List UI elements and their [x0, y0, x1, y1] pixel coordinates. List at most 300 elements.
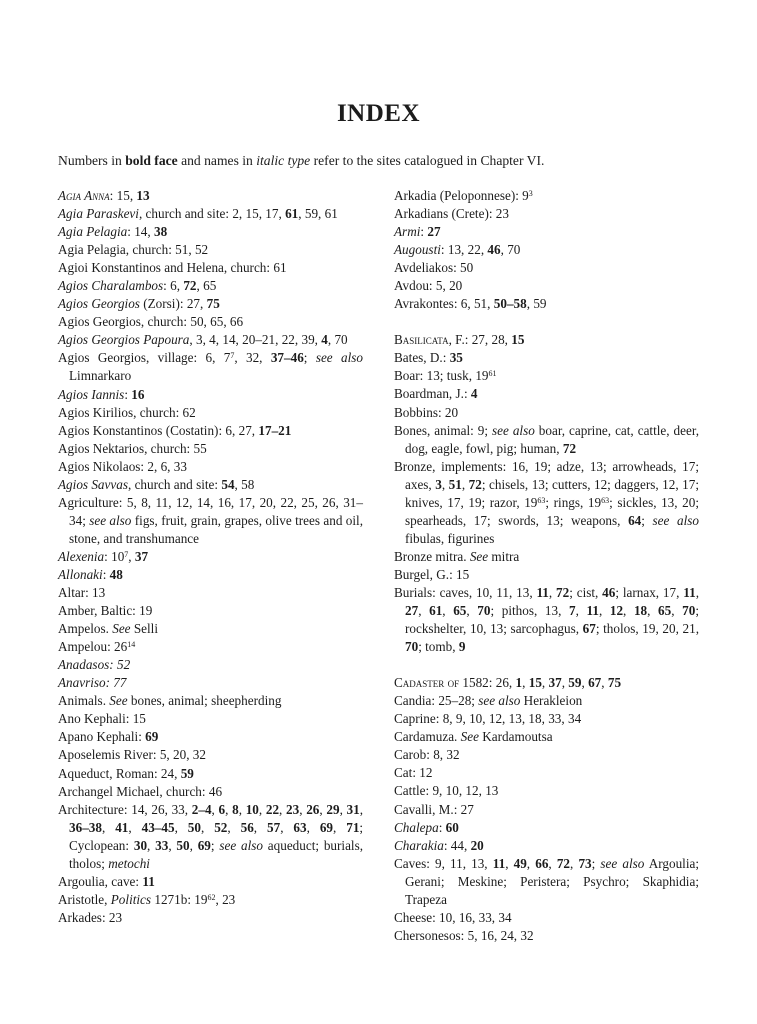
- index-entry: [58, 602, 363, 620]
- entry-text: ; Cyclopean:: [69, 819, 364, 853]
- entry-text: Basilicata: [394, 332, 449, 348]
- entry-text: Aristotle,: [58, 891, 111, 907]
- entry-text: : 6,: [163, 278, 184, 294]
- letter-section-gap: [394, 656, 699, 674]
- entry-text: Agioi Konstantinos and Helena, church: 61: [58, 260, 287, 276]
- entry-text: Agios Kirilios, church: 62: [58, 404, 196, 420]
- entry-text: 2–4: [191, 801, 212, 817]
- entry-text: Candia: 25–28;: [394, 693, 479, 709]
- entry-text: 11: [586, 603, 599, 619]
- entry-text: 60: [445, 819, 459, 835]
- entry-text: Carob: 8, 32: [394, 747, 460, 763]
- entry-text: , 32,: [234, 350, 271, 366]
- entry-text: 20: [470, 837, 484, 853]
- entry-text: : 26,: [488, 675, 516, 691]
- entry-text: mitra: [488, 548, 520, 564]
- entry-text: Selli: [130, 621, 159, 637]
- entry-text: 3: [435, 476, 442, 492]
- entry-text: , church and site: 2, 15, 17,: [138, 206, 286, 222]
- entry-text: ,: [174, 819, 188, 835]
- entry-text: Cattle: 9, 10, 12, 13: [394, 783, 499, 799]
- index-entry: [394, 782, 699, 800]
- index-column-left: [58, 187, 363, 927]
- index-entry: [58, 710, 363, 728]
- index-entry: [394, 855, 699, 909]
- entry-text: 33: [155, 837, 169, 853]
- footnote-superscript: 63: [601, 495, 610, 505]
- entry-text: ;: [210, 837, 220, 853]
- entry-text: 27: [405, 603, 419, 619]
- entry-text: 41: [115, 819, 129, 835]
- index-entry: [58, 205, 363, 223]
- entry-text: ; pithos, 13,: [490, 603, 569, 619]
- entry-text: 67: [588, 675, 602, 691]
- entry-text: 37–46: [270, 350, 304, 366]
- entry-text: :: [438, 819, 446, 835]
- entry-text: Chersonesos: 5, 16, 24, 32: [394, 927, 534, 943]
- index-entry: [58, 494, 363, 548]
- entry-text: ,: [225, 801, 233, 817]
- entry-text: Argoulia, cave:: [58, 873, 143, 889]
- index-entry: [58, 422, 363, 440]
- entry-text: 37: [548, 675, 562, 691]
- index-entry: [58, 476, 363, 494]
- entry-text: Cat: 12: [394, 765, 433, 781]
- index-entry: [58, 277, 363, 295]
- entry-text: Architecture: 14, 26, 33,: [58, 801, 192, 817]
- entry-text: ;: [303, 350, 316, 366]
- index-entry: [58, 765, 363, 783]
- entry-text: Burials: caves, 10, 11, 13,: [394, 584, 537, 600]
- index-entry: [394, 674, 699, 692]
- index-entry: [58, 223, 363, 241]
- entry-text: ,: [647, 603, 659, 619]
- entry-text: Arkadians (Crete): 23: [394, 206, 509, 222]
- entry-text: Cavalli, M.: 27: [394, 801, 474, 817]
- entry-text: ,: [671, 603, 683, 619]
- entry-text: 15: [528, 675, 542, 691]
- entry-text: Cheese: 10, 16, 33, 34: [394, 909, 512, 925]
- entry-text: aqueduct; burials, tholos;: [69, 837, 364, 871]
- index-entry: [394, 404, 699, 422]
- index-entry: [58, 331, 363, 349]
- index-entry: [394, 458, 699, 548]
- entry-text: Allonaki: [58, 566, 103, 582]
- entry-text: 15: [511, 332, 525, 348]
- entry-text: 46: [487, 242, 501, 258]
- entry-text: ; tomb,: [418, 639, 459, 655]
- entry-text: Aqueduct, Roman: 24,: [58, 765, 181, 781]
- index-entry: [58, 584, 363, 602]
- index-entry: [58, 259, 363, 277]
- entry-text: 64: [628, 512, 642, 528]
- index-entry: [58, 386, 363, 404]
- footnote-superscript: 3: [528, 189, 533, 198]
- entry-text: 54: [221, 476, 235, 492]
- entry-text: 67: [582, 621, 596, 637]
- entry-text: 63: [293, 819, 307, 835]
- entry-text: 61: [285, 206, 299, 222]
- entry-text: ,: [299, 801, 307, 817]
- entry-text: 1271b: 19: [151, 891, 208, 907]
- entry-text: , F.: 27, 28,: [448, 332, 512, 348]
- entry-text: ; cist,: [569, 584, 603, 600]
- entry-text: 11: [492, 855, 506, 871]
- entry-text: ,: [526, 855, 536, 871]
- entry-text: 69: [145, 729, 159, 745]
- entry-text: : 10: [104, 548, 125, 564]
- index-entry: [394, 584, 699, 656]
- entry-text: see also: [315, 350, 363, 366]
- entry-text: 17–21: [258, 422, 292, 438]
- entry-text: ,: [128, 548, 135, 564]
- entry-text: ,: [168, 837, 177, 853]
- entry-text: Apano Kephali:: [58, 729, 146, 745]
- index-entry: [58, 566, 363, 584]
- entry-text: Agios Iannis: [58, 386, 125, 402]
- entry-text: 72: [556, 855, 571, 871]
- entry-text: Agia Anna: [58, 188, 110, 203]
- entry-text: 43–45: [141, 819, 175, 835]
- entry-text: Agriculture: 5, 8, 11, 12, 14, 16, 17, 20, 22, 25, 26, 31–34;: [58, 494, 363, 528]
- entry-text: 13: [136, 188, 150, 203]
- index-entry: [58, 458, 363, 476]
- entry-text: 56: [240, 819, 254, 835]
- entry-text: 10: [245, 801, 259, 817]
- index-entry: [394, 746, 699, 764]
- index-entry: [58, 728, 363, 746]
- entry-text: Ampelou: 26: [58, 639, 128, 655]
- entry-text: ,: [598, 603, 610, 619]
- entry-text: Bronze mitra.: [394, 548, 470, 564]
- entry-text: 73: [578, 855, 592, 871]
- intro-text: and names in: [177, 153, 257, 168]
- entry-text: Agios Charalambos: [58, 278, 164, 294]
- entry-text: :: [102, 566, 110, 582]
- entry-text: Caves: 9, 11, 13,: [394, 855, 493, 871]
- entry-text: 59: [568, 675, 582, 691]
- entry-text: 50: [187, 819, 201, 835]
- entry-text: : 44,: [443, 837, 471, 853]
- entry-text: 66: [535, 855, 549, 871]
- entry-text: Agios Savvas: [58, 476, 128, 492]
- entry-text: Agios Georgios Papoura: [58, 332, 190, 348]
- index-entry: [394, 837, 699, 855]
- index-entry: [394, 295, 699, 313]
- entry-text: ,: [147, 837, 156, 853]
- entry-text: ,: [280, 819, 294, 835]
- entry-text: 50: [176, 837, 190, 853]
- entry-text: Agios Georgios, church: 50, 65, 66: [58, 314, 244, 330]
- entry-text: 11: [142, 873, 155, 889]
- entry-text: Augousti: [394, 242, 441, 258]
- footnote-superscript: 7: [230, 351, 235, 361]
- index-entry: [58, 241, 363, 259]
- entry-text: see also: [492, 422, 535, 438]
- index-entry: [394, 927, 699, 945]
- entry-text: ,: [258, 801, 266, 817]
- entry-text: See: [460, 729, 479, 745]
- index-entry: [394, 728, 699, 746]
- entry-text: figs, fruit, grain, grapes, olive trees and oil, stone, and transhumance: [69, 512, 363, 546]
- index-entry: [394, 223, 699, 241]
- entry-text: Archangel Michael, church: 46: [58, 783, 223, 799]
- entry-text: : 13, 22,: [440, 242, 488, 258]
- entry-text: Boar: 13; tusk, 19: [394, 368, 489, 384]
- entry-text: : 14,: [127, 224, 154, 240]
- entry-text: 23: [286, 801, 300, 817]
- index-entry: [58, 801, 363, 873]
- entry-text: ,: [623, 603, 634, 619]
- entry-text: Aposelemis River: 5, 20, 32: [58, 747, 206, 763]
- entry-text: 70: [477, 603, 491, 619]
- entry-text: 75: [607, 675, 622, 691]
- index-intro: [58, 152, 718, 170]
- entry-text: 36–38: [69, 819, 102, 835]
- entry-text: ,: [306, 819, 320, 835]
- entry-text: ,: [200, 819, 215, 835]
- entry-text: see also: [89, 512, 132, 528]
- entry-text: 69: [197, 837, 211, 853]
- entry-text: 70: [682, 603, 696, 619]
- entry-text: ,: [505, 855, 514, 871]
- entry-text: ,: [441, 476, 449, 492]
- entry-text: 11: [536, 584, 549, 600]
- entry-text: Politics: [110, 891, 152, 907]
- entry-text: , 70: [500, 242, 521, 258]
- entry-text: 46: [602, 584, 616, 600]
- entry-text: 65: [453, 603, 467, 619]
- intro-bold-sample: bold face: [125, 153, 178, 168]
- entry-text: ,: [442, 603, 454, 619]
- entry-text: ,: [601, 675, 608, 691]
- entry-text: ,: [581, 675, 589, 691]
- entry-text: see also: [478, 693, 521, 709]
- entry-text: Agia Pelagia: [58, 224, 128, 240]
- footnote-superscript: 7: [124, 549, 129, 559]
- entry-text: ; rockshelter, 10, 13; sarcophagus,: [405, 603, 699, 637]
- entry-text: 26: [306, 801, 320, 817]
- entry-text: ,: [466, 603, 478, 619]
- entry-text: 51: [448, 476, 462, 492]
- entry-text: Animals.: [58, 693, 110, 709]
- entry-text: ,: [339, 801, 347, 817]
- entry-text: 72: [556, 584, 570, 600]
- entry-text: 35: [449, 350, 463, 366]
- entry-text: 72: [183, 278, 197, 294]
- entry-text: 75: [206, 296, 220, 312]
- entry-text: See: [109, 693, 128, 709]
- index-entry: [58, 783, 363, 801]
- entry-text: ,: [253, 819, 267, 835]
- index-entry: [394, 331, 699, 349]
- entry-text: ; larnax, 17,: [615, 584, 684, 600]
- entry-text: Amber, Baltic: 19: [58, 603, 153, 619]
- entry-text: Charakia: [394, 837, 444, 853]
- entry-text: ,: [333, 819, 347, 835]
- intro-text: refer to the sites catalogued in Chapter VI.: [310, 153, 545, 168]
- footnote-superscript: 61: [488, 369, 497, 379]
- index-entry: [58, 620, 363, 638]
- index-entry: [394, 710, 699, 728]
- entry-text: Bronze, implements: 16, 19; adze, 13; arrowheads, 17; axes,: [394, 458, 699, 492]
- entry-text: bones, animal; sheepherding: [127, 693, 282, 709]
- entry-text: Agios Konstantinos (Costatin): 6, 27,: [58, 422, 259, 438]
- entry-text: 22: [265, 801, 280, 817]
- index-entry: [58, 746, 363, 764]
- entry-text: 27: [427, 224, 441, 240]
- entry-text: Herakleion: [520, 693, 583, 709]
- entry-text: ,: [461, 476, 469, 492]
- entry-text: 29: [326, 801, 340, 817]
- entry-text: ,: [279, 801, 287, 817]
- entry-text: ,: [548, 855, 557, 871]
- entry-text: ; tholos, 19, 20, 21,: [595, 621, 700, 637]
- index-entry: [58, 295, 363, 313]
- footnote-superscript: 63: [537, 495, 546, 505]
- entry-text: Avrakontes: 6, 51,: [394, 296, 494, 312]
- entry-text: 59: [180, 765, 194, 781]
- entry-text: 4: [470, 386, 478, 402]
- entry-text: 31: [346, 801, 360, 817]
- index-entry: [394, 909, 699, 927]
- entry-text: , 65: [196, 278, 217, 294]
- entry-text: ,: [561, 675, 569, 691]
- index-entry: [394, 277, 699, 295]
- index-entry: [58, 313, 363, 331]
- index-column-right: [394, 187, 699, 945]
- entry-text: 8: [232, 801, 239, 817]
- index-entry: [394, 422, 699, 458]
- entry-text: 30: [133, 837, 148, 853]
- entry-text: Anadasos: 52: [58, 657, 131, 673]
- entry-text: 57: [267, 819, 281, 835]
- entry-text: Argoulia; Gerani; Meskine; Peristera; Psychro; Skaphidia; Trapeza: [405, 855, 700, 907]
- entry-text: 48: [109, 566, 123, 582]
- index-entry: [394, 205, 699, 223]
- index-entry: [394, 187, 699, 205]
- entry-text: , 59, 61: [298, 206, 338, 222]
- index-entry: [394, 385, 699, 403]
- entry-text: 6: [218, 801, 226, 817]
- index-entry: [394, 764, 699, 782]
- entry-text: ,: [359, 801, 364, 817]
- footnote-superscript: 62: [207, 892, 216, 902]
- entry-text: (Zorsi): 27,: [139, 296, 207, 312]
- entry-text: Altar: 13: [58, 585, 106, 601]
- index-entry: [394, 241, 699, 259]
- index-entry: [58, 404, 363, 422]
- entry-text: ; chisels, 13; cutters, 12; daggers, 12, 17; knives, 17, 19; razor, 19: [405, 476, 700, 510]
- entry-text: Agios Georgios: [58, 296, 140, 312]
- index-entry: [394, 801, 699, 819]
- entry-text: ;: [641, 512, 653, 528]
- entry-text: 12: [609, 603, 624, 619]
- entry-text: ,: [319, 801, 327, 817]
- entry-text: ,: [128, 819, 142, 835]
- entry-text: ,: [570, 855, 579, 871]
- entry-text: Alexenia: [58, 548, 105, 564]
- entry-text: 50–58: [493, 296, 527, 312]
- entry-text: Burgel, G.: 15: [394, 566, 470, 582]
- entry-text: , church and site:: [127, 476, 222, 492]
- entry-text: 16: [131, 386, 145, 402]
- entry-text: Agios Nektarios, church: 55: [58, 440, 207, 456]
- entry-text: 1: [515, 675, 523, 691]
- entry-text: ,: [101, 819, 116, 835]
- entry-text: 18: [633, 603, 648, 619]
- entry-text: 72: [468, 476, 482, 492]
- entry-text: boar, caprine, cat, cattle, deer, dog, eagle, fowl, pig; human,: [405, 422, 699, 456]
- index-entry: [394, 259, 699, 277]
- entry-text: 69: [319, 819, 333, 835]
- index-entry: [58, 440, 363, 458]
- entry-text: ,: [211, 801, 219, 817]
- entry-text: 72: [562, 440, 577, 456]
- index-entry: [394, 692, 699, 710]
- entry-text: , 59: [526, 296, 547, 312]
- index-entry: [58, 674, 363, 692]
- index-entry: [58, 187, 363, 205]
- entry-text: ,: [522, 675, 529, 691]
- index-entry: [58, 873, 363, 891]
- entry-text: ,: [189, 837, 198, 853]
- entry-text: Arkadia (Peloponnese): 9: [394, 188, 529, 203]
- entry-text: :: [124, 386, 132, 402]
- intro-italic-sample: italic type: [256, 153, 311, 168]
- entry-text: , 23: [215, 891, 236, 907]
- index-entry: [394, 548, 699, 566]
- entry-text: fibulas, figurines: [405, 530, 495, 546]
- entry-text: Agia Paraskevi: [58, 206, 139, 222]
- index-entry: [394, 349, 699, 367]
- entry-text: 37: [134, 548, 149, 564]
- entry-text: :: [420, 224, 428, 240]
- entry-text: ,: [418, 603, 430, 619]
- entry-text: , 70: [327, 332, 348, 348]
- entry-text: ;: [591, 855, 601, 871]
- index-entry: [394, 367, 699, 385]
- entry-text: Avdeliakos: 50: [394, 260, 474, 276]
- index-entry: [58, 891, 363, 909]
- index-entry: [58, 656, 363, 674]
- entry-text: 61: [429, 603, 443, 619]
- entry-text: Bates, D.:: [394, 350, 450, 366]
- entry-text: ,: [227, 819, 241, 835]
- entry-text: 49: [513, 855, 527, 871]
- entry-text: 52: [214, 819, 228, 835]
- entry-text: Chalepa: [394, 819, 439, 835]
- entry-text: : 15,: [109, 188, 137, 203]
- index-entry: [58, 349, 363, 385]
- entry-text: see also: [219, 837, 263, 853]
- entry-text: ,: [541, 675, 549, 691]
- entry-text: Bobbins: 20: [394, 404, 459, 420]
- entry-text: Ano Kephali: 15: [58, 711, 146, 727]
- index-entry: [58, 909, 363, 927]
- entry-text: 11: [683, 584, 696, 600]
- entry-text: Bones, animal: 9;: [394, 422, 493, 438]
- entry-text: 4: [321, 332, 328, 348]
- entry-text: 9: [458, 639, 466, 655]
- index-entry: [394, 566, 699, 584]
- entry-text: 7: [568, 603, 576, 619]
- entry-text: Cadaster of 1582: [394, 675, 489, 691]
- entry-text: Limnarkaro: [69, 368, 132, 384]
- entry-text: ; sickles, 13, 20; spearheads, 17; swords, 13; weapons,: [405, 494, 699, 528]
- entry-text: Kardamoutsa: [478, 729, 553, 745]
- entry-text: Agios Georgios, village: 6, 7: [58, 350, 231, 366]
